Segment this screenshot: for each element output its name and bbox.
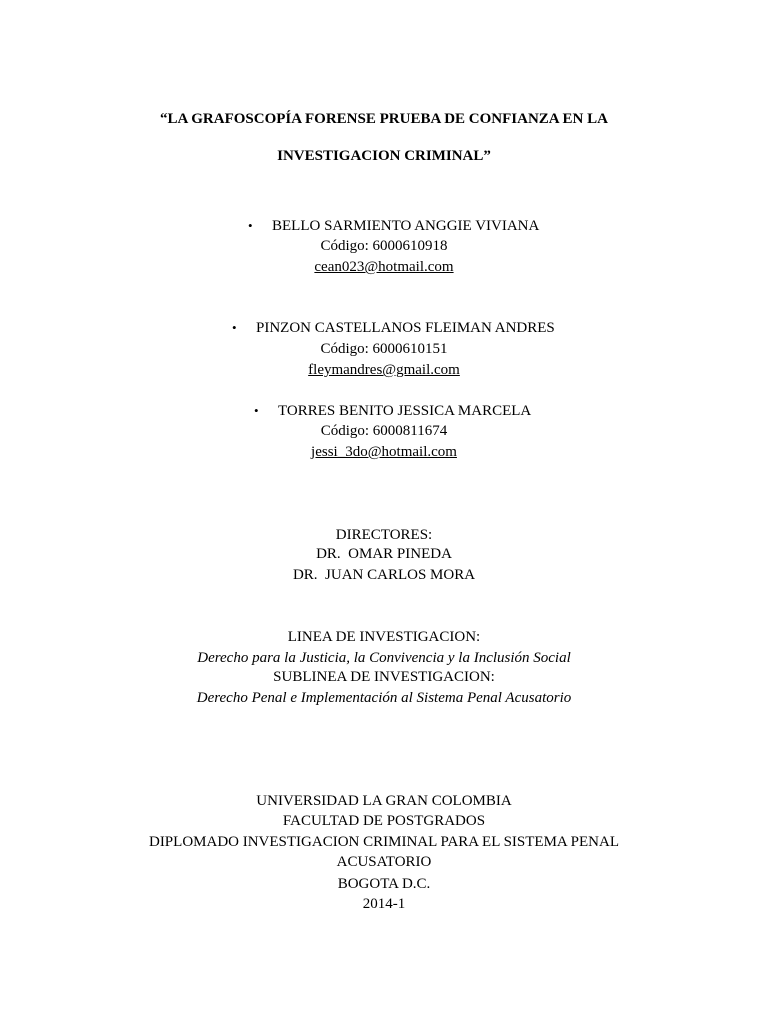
research-line-heading: LINEA DE INVESTIGACION: [287, 629, 481, 645]
bullet-icon: • [254, 403, 259, 418]
author-1-name: BELLO SARMIENTO ANGGIE VIVIANA [272, 218, 540, 234]
author-3-email-link[interactable]: jessi_3do@hotmail.com [311, 444, 457, 460]
author-3-code: Código: 6000811674 [320, 423, 448, 439]
author-1-code: Código: 6000610918 [320, 238, 448, 254]
document-title-line-1: “LA GRAFOSCOPÍA FORENSE PRUEBA DE CONFIANZA EN LA [160, 111, 608, 127]
city: BOGOTA D.C. [337, 876, 431, 892]
program-line-1: DIPLOMADO INVESTIGACION CRIMINAL PARA EL SISTEMA PENAL [148, 834, 620, 850]
directors-heading: DIRECTORES: [335, 527, 433, 543]
bullet-icon: • [232, 320, 237, 335]
university-name: UNIVERSIDAD LA GRAN COLOMBIA [256, 793, 512, 809]
document-title-line-2: INVESTIGACION CRIMINAL” [277, 148, 491, 164]
director-2: DR. JUAN CARLOS MORA [292, 567, 476, 583]
research-line-value: Derecho para la Justicia, la Convivencia y la Inclusión Social [197, 650, 571, 666]
author-3-name: TORRES BENITO JESSICA MARCELA [278, 403, 532, 419]
author-2-email-link[interactable]: fleymandres@gmail.com [308, 362, 460, 378]
author-1-email-link[interactable]: cean023@hotmail.com [314, 259, 454, 275]
bullet-icon: • [248, 218, 253, 233]
program-line-2: ACUSATORIO [336, 854, 432, 870]
author-2-name: PINZON CASTELLANOS FLEIMAN ANDRES [256, 320, 555, 336]
author-2-code: Código: 6000610151 [320, 341, 448, 357]
research-subline-value: Derecho Penal e Implementación al Sistema Penal Acusatorio [196, 690, 572, 706]
director-1: DR. OMAR PINEDA [316, 546, 452, 562]
research-subline-heading: SUBLINEA DE INVESTIGACION: [273, 669, 495, 685]
faculty-name: FACULTAD DE POSTGRADOS [282, 813, 486, 829]
period: 2014-1 [362, 896, 406, 912]
